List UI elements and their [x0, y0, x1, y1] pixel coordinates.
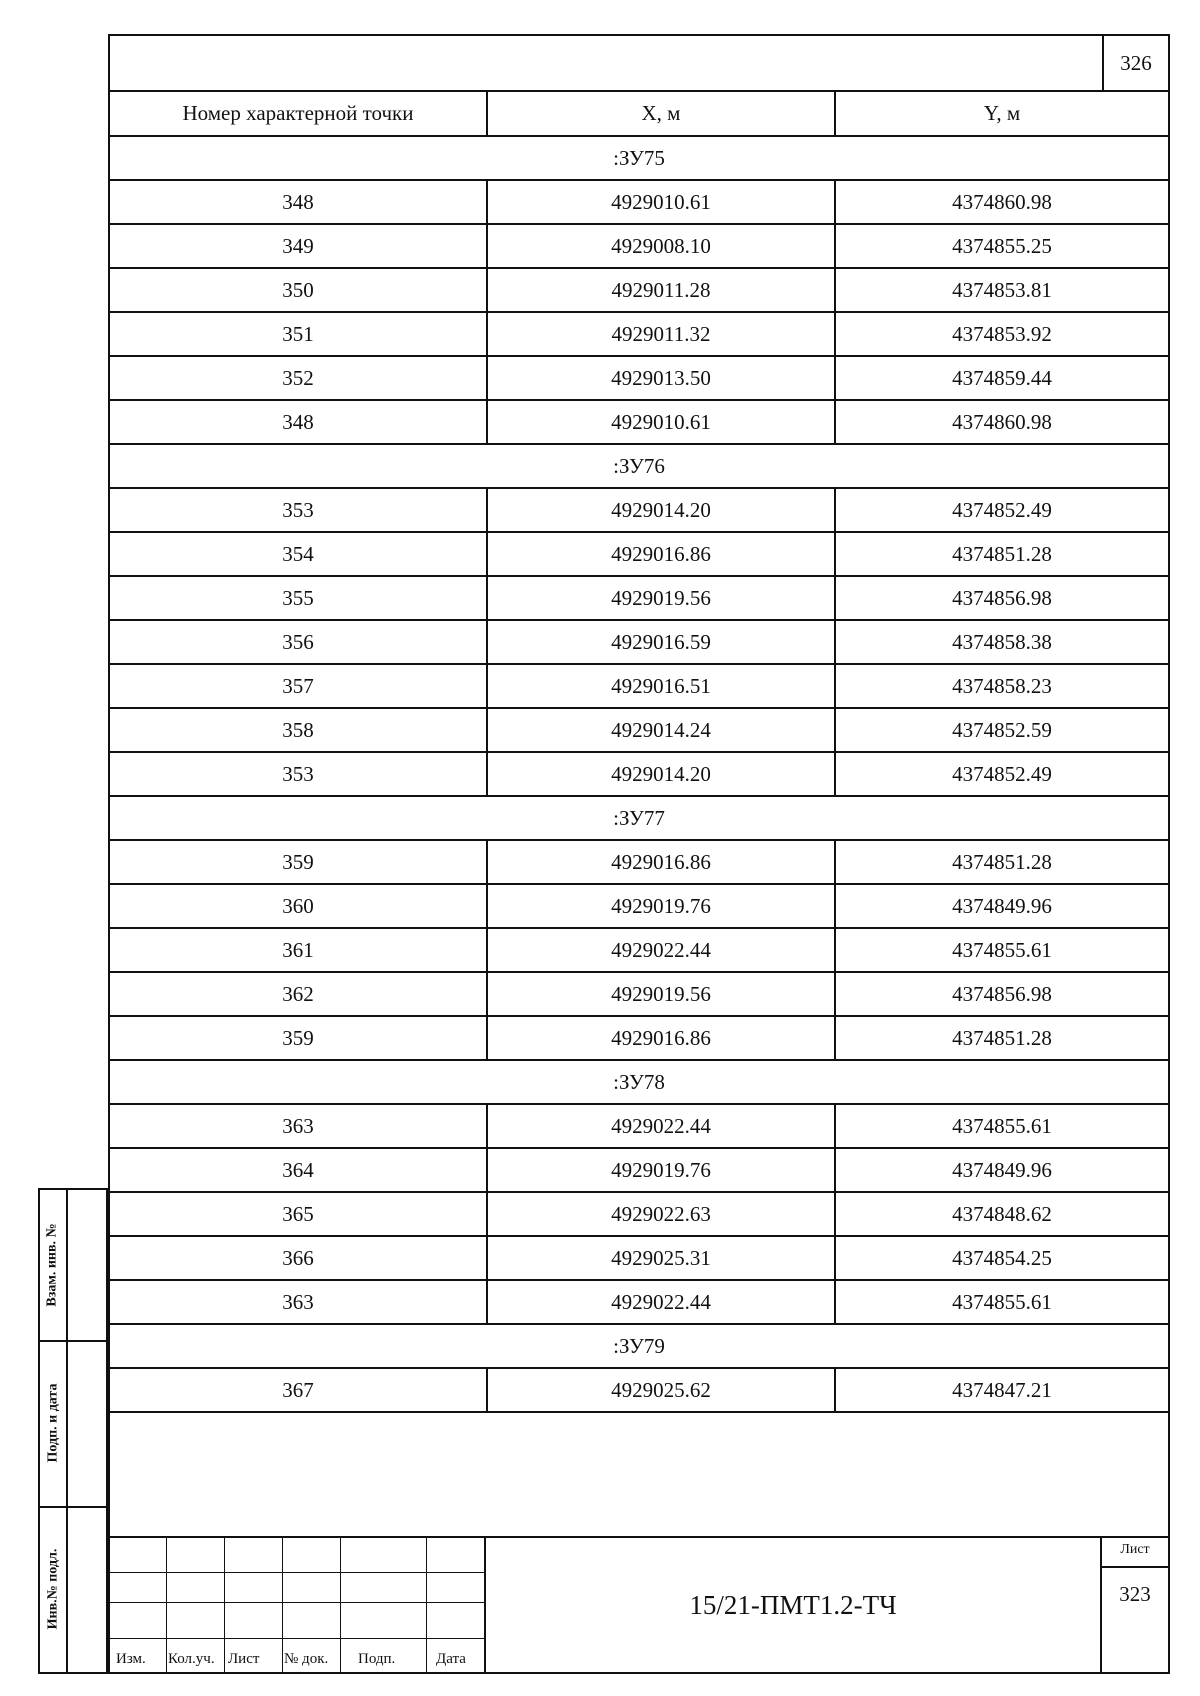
- table-row: [110, 576, 1168, 620]
- y-cell: 4374851.28: [835, 840, 1168, 884]
- side-label-inventory: Инв.№ подл.: [45, 1548, 60, 1630]
- point-number-cell: 365: [110, 1192, 487, 1236]
- point-number-cell: 364: [110, 1148, 487, 1192]
- side-label-signature-date: Подп. и дата: [45, 1383, 60, 1463]
- point-number-cell: 360: [110, 884, 487, 928]
- x-cell: 4929008.10: [487, 224, 835, 268]
- point-number-cell: 350: [110, 268, 487, 312]
- title-block: [110, 1536, 1168, 1672]
- point-number-cell: 351: [110, 312, 487, 356]
- point-number-cell: 355: [110, 576, 487, 620]
- group-row: [110, 1324, 1168, 1368]
- table-row: [110, 752, 1168, 796]
- stamp-label-date: Дата: [436, 1651, 466, 1667]
- point-number-cell: 353: [110, 752, 487, 796]
- y-cell: 4374856.98: [835, 576, 1168, 620]
- x-cell: 4929010.61: [487, 180, 835, 224]
- group-row: [110, 136, 1168, 180]
- point-number-cell: 352: [110, 356, 487, 400]
- table-row: [110, 884, 1168, 928]
- x-cell: 4929022.44: [487, 928, 835, 972]
- x-cell: 4929016.59: [487, 620, 835, 664]
- point-number-cell: 363: [110, 1104, 487, 1148]
- x-cell: 4929016.86: [487, 1016, 835, 1060]
- group-label: :ЗУ78: [110, 1060, 1168, 1104]
- side-label-replacement: Взам. инв. №: [45, 1223, 61, 1307]
- document-code: 15/21-ПМТ1.2-ТЧ: [689, 1589, 897, 1620]
- side-margin-stamp: [38, 1188, 108, 1674]
- y-cell: 4374849.96: [835, 884, 1168, 928]
- y-cell: 4374847.21: [835, 1368, 1168, 1412]
- table-row: [110, 708, 1168, 752]
- y-cell: 4374855.61: [835, 1104, 1168, 1148]
- y-cell: 4374853.92: [835, 312, 1168, 356]
- table-row: [110, 664, 1168, 708]
- table-row: [110, 1104, 1168, 1148]
- table-row: [110, 1148, 1168, 1192]
- table-row: [110, 312, 1168, 356]
- x-cell: 4929010.61: [487, 400, 835, 444]
- point-number-cell: 367: [110, 1368, 487, 1412]
- y-cell: 4374854.25: [835, 1236, 1168, 1280]
- point-number-cell: 362: [110, 972, 487, 1016]
- x-cell: 4929022.44: [487, 1280, 835, 1324]
- header-x: X, м: [487, 92, 835, 136]
- page-number: 326: [1102, 36, 1168, 92]
- point-number-cell: 356: [110, 620, 487, 664]
- point-number-cell: 348: [110, 400, 487, 444]
- table-row: [110, 620, 1168, 664]
- stamp-label-count: Кол.уч.: [168, 1651, 215, 1667]
- stamp-label-docno: № док.: [284, 1651, 329, 1667]
- x-cell: 4929022.44: [487, 1104, 835, 1148]
- y-cell: 4374859.44: [835, 356, 1168, 400]
- table-row: [110, 1236, 1168, 1280]
- group-row: [110, 444, 1168, 488]
- x-cell: 4929016.51: [487, 664, 835, 708]
- stamp-label-change: Изм.: [116, 1651, 146, 1667]
- table-row: [110, 268, 1168, 312]
- table-row: [110, 1368, 1168, 1412]
- coordinates-table: [110, 92, 1168, 1456]
- table-header-row: [110, 92, 1168, 136]
- x-cell: 4929011.32: [487, 312, 835, 356]
- x-cell: 4929019.76: [487, 1148, 835, 1192]
- y-cell: 4374849.96: [835, 1148, 1168, 1192]
- x-cell: 4929013.50: [487, 356, 835, 400]
- point-number-cell: 349: [110, 224, 487, 268]
- table-row: [110, 356, 1168, 400]
- group-label: :ЗУ77: [110, 796, 1168, 840]
- sheet-number: 323: [1119, 1582, 1151, 1606]
- group-label: :ЗУ75: [110, 136, 1168, 180]
- point-number-cell: 359: [110, 840, 487, 884]
- table-row: [110, 224, 1168, 268]
- x-cell: 4929019.56: [487, 972, 835, 1016]
- y-cell: 4374860.98: [835, 400, 1168, 444]
- table-row: [110, 1280, 1168, 1324]
- y-cell: 4374848.62: [835, 1192, 1168, 1236]
- point-number-cell: 357: [110, 664, 487, 708]
- y-cell: 4374851.28: [835, 532, 1168, 576]
- group-row: [110, 796, 1168, 840]
- group-row: [110, 1060, 1168, 1104]
- y-cell: 4374856.98: [835, 972, 1168, 1016]
- table-row: [110, 928, 1168, 972]
- table-row: [110, 488, 1168, 532]
- stamp-label-signature: Подп.: [358, 1651, 396, 1667]
- y-cell: 4374858.23: [835, 664, 1168, 708]
- point-number-cell: 359: [110, 1016, 487, 1060]
- point-number-cell: 353: [110, 488, 487, 532]
- x-cell: 4929016.86: [487, 840, 835, 884]
- y-cell: 4374858.38: [835, 620, 1168, 664]
- y-cell: 4374855.25: [835, 224, 1168, 268]
- y-cell: 4374853.81: [835, 268, 1168, 312]
- point-number-cell: 354: [110, 532, 487, 576]
- y-cell: 4374852.59: [835, 708, 1168, 752]
- stamp-label-sheet: Лист: [228, 1651, 260, 1667]
- x-cell: 4929011.28: [487, 268, 835, 312]
- x-cell: 4929016.86: [487, 532, 835, 576]
- table-row: [110, 180, 1168, 224]
- x-cell: 4929025.62: [487, 1368, 835, 1412]
- table-row: [110, 972, 1168, 1016]
- y-cell: 4374852.49: [835, 488, 1168, 532]
- x-cell: 4929014.20: [487, 752, 835, 796]
- revision-grid: [110, 1538, 486, 1672]
- empty-row: [110, 1412, 1168, 1456]
- group-label: :ЗУ79: [110, 1324, 1168, 1368]
- y-cell: 4374855.61: [835, 928, 1168, 972]
- point-number-cell: 361: [110, 928, 487, 972]
- header-y: Y, м: [835, 92, 1168, 136]
- y-cell: 4374852.49: [835, 752, 1168, 796]
- table-row: [110, 532, 1168, 576]
- y-cell: 4374855.61: [835, 1280, 1168, 1324]
- header-point-number: Номер характерной точки: [110, 92, 487, 136]
- y-cell: 4374851.28: [835, 1016, 1168, 1060]
- group-label: :ЗУ76: [110, 444, 1168, 488]
- sheet-box: [1100, 1538, 1168, 1672]
- drawing-frame: [108, 34, 1170, 1674]
- point-number-cell: 363: [110, 1280, 487, 1324]
- table-row: [110, 1016, 1168, 1060]
- x-cell: 4929025.31: [487, 1236, 835, 1280]
- point-number-cell: 358: [110, 708, 487, 752]
- x-cell: 4929019.56: [487, 576, 835, 620]
- point-number-cell: 348: [110, 180, 487, 224]
- table-row: [110, 400, 1168, 444]
- table-row: [110, 1192, 1168, 1236]
- x-cell: 4929019.76: [487, 884, 835, 928]
- table-row: [110, 840, 1168, 884]
- sheet-label: Лист: [1120, 1542, 1150, 1557]
- y-cell: 4374860.98: [835, 180, 1168, 224]
- x-cell: 4929014.20: [487, 488, 835, 532]
- x-cell: 4929014.24: [487, 708, 835, 752]
- x-cell: 4929022.63: [487, 1192, 835, 1236]
- point-number-cell: 366: [110, 1236, 487, 1280]
